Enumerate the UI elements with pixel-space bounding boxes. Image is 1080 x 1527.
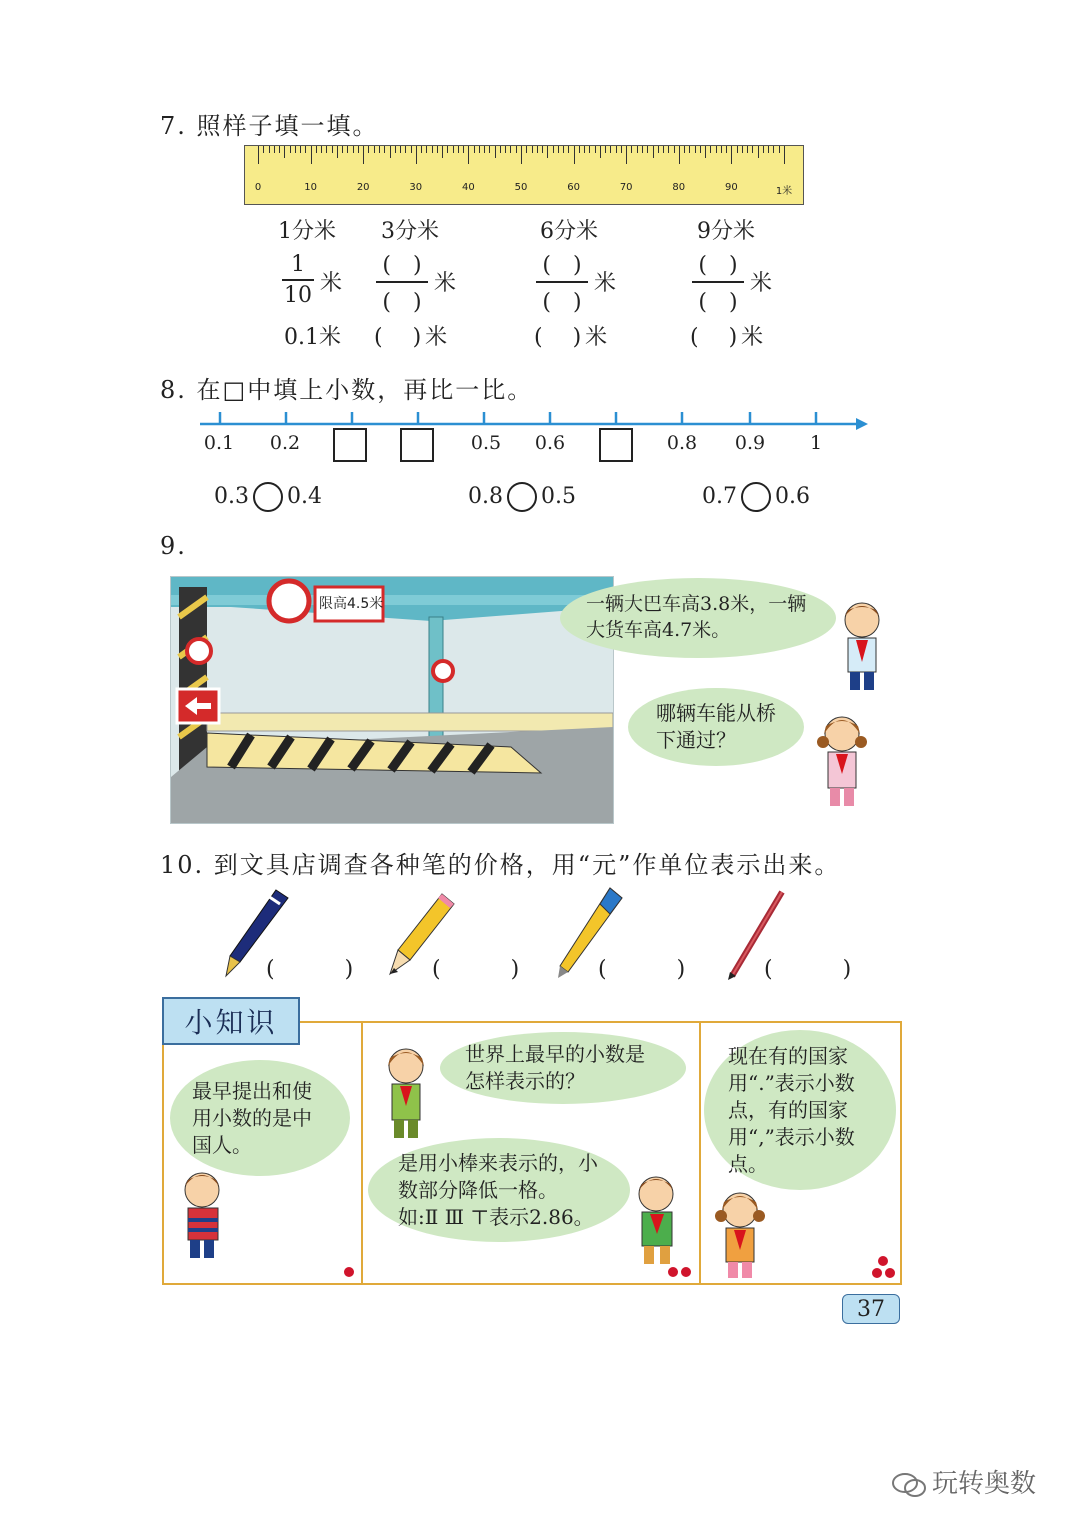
ruler-tick — [747, 146, 748, 153]
price-blank-fountain-pen[interactable]: ( ) — [266, 957, 378, 982]
fraction-blank-2[interactable]: ( ) ( ) — [536, 248, 588, 316]
q7-title: 7. 照样子填一填。 — [160, 112, 379, 140]
fraction-blank-3-unit: 米 — [750, 271, 773, 296]
ruler-tick — [758, 146, 759, 158]
ruler-tick — [700, 146, 701, 153]
ruler-tick — [295, 146, 296, 153]
boy-panel2-character — [622, 1172, 688, 1266]
ruler-tick-label: 80 — [672, 182, 686, 193]
ruler-tick — [400, 146, 401, 153]
ruler-tick — [510, 146, 511, 153]
ruler-tick-label: 1米 — [775, 186, 793, 197]
bridge-illustration — [171, 577, 613, 823]
ruler-tick — [779, 146, 780, 153]
ruler — [244, 145, 804, 205]
ruler-tick — [621, 146, 622, 153]
fraction-blank-1-unit: 米 — [434, 271, 457, 296]
difficulty-dot-3b — [872, 1268, 882, 1278]
ruler-tick — [463, 146, 464, 153]
ruler-tick — [474, 146, 475, 153]
fraction-blank-3[interactable]: ( ) ( ) — [692, 248, 744, 316]
height-limit-sign: 限高4.5米 — [319, 596, 384, 612]
compare-circle-2[interactable] — [507, 482, 537, 512]
ruler-tick — [658, 146, 659, 153]
ruler-tick — [563, 146, 564, 153]
panel-divider-2 — [699, 1023, 701, 1283]
ruler-tick — [642, 146, 643, 153]
ruler-tick — [442, 146, 443, 158]
watermark: 玩转奥数 — [892, 1463, 1036, 1500]
ruler-tick — [705, 146, 706, 158]
ruler-tick — [553, 146, 554, 153]
ruler-tick-label: 60 — [567, 182, 580, 193]
panel-divider-1 — [361, 1023, 363, 1283]
difficulty-dot-2a — [668, 1267, 678, 1277]
ruler-tick — [447, 146, 448, 153]
ruler-tick — [432, 146, 433, 153]
page-number: 37 — [842, 1294, 900, 1324]
ruler-tick — [768, 146, 769, 153]
ruler-tick — [679, 146, 680, 164]
ruler-tick — [500, 146, 501, 153]
ruler-tick-label: 10 — [304, 182, 317, 193]
nl-label-0.1: 0.1 — [203, 432, 235, 454]
price-blank-pencil[interactable]: ( ) — [432, 957, 544, 982]
ruler-tick — [321, 146, 322, 153]
ruler-tick — [626, 146, 627, 164]
difficulty-dot-3a — [878, 1256, 888, 1266]
fraction-blank-1[interactable]: ( ) ( ) — [376, 248, 428, 316]
wechat-icon — [892, 1472, 926, 1498]
ruler-tick — [421, 146, 422, 153]
ruler-tick — [784, 146, 785, 164]
panel3-bubble: 现在有的国家用“.”表示小数点，有的国家用“,”表示小数点。 — [704, 1030, 896, 1190]
q9-title: 9. — [160, 532, 187, 560]
ruler-tick — [721, 146, 722, 153]
ruler-tick — [279, 146, 280, 153]
example-decimal: 0.1米 — [284, 325, 341, 350]
ruler-tick — [584, 146, 585, 153]
speech-bubble-boy: 一辆大巴车高3.8米，一辆大货车高4.7米。 — [560, 578, 836, 658]
ruler-tick — [379, 146, 380, 153]
girl-panel2-character — [372, 1044, 442, 1140]
ruler-tick — [631, 146, 632, 153]
ruler-tick — [616, 146, 617, 153]
compare-circle-3[interactable] — [741, 482, 771, 512]
ruler-tick-label: 50 — [514, 182, 528, 193]
compare-circle-1[interactable] — [253, 482, 283, 512]
q7-row1-4: 9分米 — [697, 219, 755, 244]
ruler-tick — [358, 146, 359, 153]
ruler-tick — [426, 146, 427, 153]
ruler-tick — [505, 146, 506, 153]
q7-row1-1: 1分米 — [278, 219, 336, 244]
compare-2: 0.8 0.5 — [468, 482, 576, 512]
ruler-tick — [300, 146, 301, 153]
ruler-tick-label: 0 — [254, 182, 262, 193]
ruler-tick — [395, 146, 396, 153]
ruler-tick — [290, 146, 291, 153]
ruler-tick — [416, 146, 417, 164]
ruler-tick — [710, 146, 711, 153]
difficulty-dot-2b — [681, 1267, 691, 1277]
ruler-tick — [684, 146, 685, 153]
panel1-bubble: 最早提出和使用小数的是中国人。 — [170, 1060, 350, 1176]
ruler-tick — [269, 146, 270, 153]
knowledge-title: 小知识 — [162, 997, 300, 1045]
bridge-scene — [170, 576, 614, 824]
nl-label-0.8: 0.8 — [666, 432, 698, 454]
ruler-tick — [521, 146, 522, 164]
ruler-tick — [363, 146, 364, 164]
ruler-tick — [337, 146, 338, 158]
panel2-answer-bubble: 是用小棒来表示的，小数部分降低一格。 如:Ⅱ Ⅲ ⊤表示2.86。 — [368, 1138, 630, 1242]
ruler-tick-label: 90 — [725, 182, 738, 193]
q8-title: 8. 在□中填上小数，再比一比。 — [160, 376, 534, 404]
answer-box-3[interactable] — [599, 428, 633, 462]
ruler-tick-label: 30 — [409, 182, 423, 193]
ruler-tick — [526, 146, 527, 153]
ruler-tick — [542, 146, 543, 153]
ruler-tick — [332, 146, 333, 153]
ruler-tick-label: 70 — [619, 182, 633, 193]
ruler-tick — [579, 146, 580, 153]
nl-label-0.2: 0.2 — [269, 432, 301, 454]
ruler-tick — [674, 146, 675, 153]
ruler-tick — [595, 146, 596, 153]
decimal-blank-3[interactable]: ( )米 — [690, 325, 768, 350]
ruler-tick — [437, 146, 438, 153]
ruler-tick — [731, 146, 732, 164]
q7-row1-2: 3分米 — [381, 219, 439, 244]
ruler-tick — [390, 146, 391, 158]
fraction-blank-2-unit: 米 — [594, 271, 617, 296]
ruler-tick — [537, 146, 538, 153]
ruler-tick — [405, 146, 406, 153]
ruler-tick — [374, 146, 375, 153]
ruler-tick — [752, 146, 753, 153]
ruler-tick — [742, 146, 743, 153]
decimal-blank-1[interactable]: ( )米 — [374, 325, 452, 350]
ruler-tick — [647, 146, 648, 153]
example-fraction: 1 10 — [284, 252, 312, 308]
example-fraction-unit: 米 — [320, 271, 343, 296]
decimal-blank-2[interactable]: ( )米 — [534, 325, 612, 350]
ruler-tick — [495, 146, 496, 158]
ruler-tick — [479, 146, 480, 153]
boy-panel1-character — [172, 1168, 236, 1260]
ruler-tick — [737, 146, 738, 153]
ruler-tick — [311, 146, 312, 164]
ruler-tick — [637, 146, 638, 153]
ruler-tick — [263, 146, 264, 153]
ruler-tick — [368, 146, 369, 153]
panel2-question-bubble: 世界上最早的小数是怎样表示的？ — [440, 1032, 686, 1104]
ruler-tick — [668, 146, 669, 153]
ruler-tick — [489, 146, 490, 153]
girl-panel3-character — [706, 1188, 776, 1282]
ruler-tick — [274, 146, 275, 153]
ruler-tick — [384, 146, 385, 153]
ruler-tick — [600, 146, 601, 158]
ruler-tick — [342, 146, 343, 153]
ruler-tick-label: 40 — [462, 182, 475, 193]
difficulty-dot-1 — [344, 1267, 354, 1277]
ruler-tick — [773, 146, 774, 153]
answer-box-1[interactable] — [333, 428, 367, 462]
compare-1: 0.3 0.4 — [214, 482, 322, 512]
ruler-tick — [347, 146, 348, 153]
ruler-tick — [763, 146, 764, 153]
ruler-tick — [284, 146, 285, 158]
ruler-tick — [516, 146, 517, 153]
ruler-tick — [716, 146, 717, 153]
ruler-tick — [568, 146, 569, 153]
ruler-tick — [695, 146, 696, 153]
ruler-tick — [558, 146, 559, 153]
nl-label-0.6: 0.6 — [534, 432, 566, 454]
q7-row1-3: 6分米 — [540, 219, 598, 244]
ruler-tick — [689, 146, 690, 153]
difficulty-dot-3c — [885, 1268, 895, 1278]
compare-3: 0.7 0.6 — [702, 482, 810, 512]
price-blank-brush-pen[interactable]: ( ) — [764, 957, 876, 982]
ruler-tick — [653, 146, 654, 158]
ruler-tick — [726, 146, 727, 153]
answer-box-2[interactable] — [400, 428, 434, 462]
boy-character — [830, 600, 894, 692]
ruler-tick — [574, 146, 575, 164]
ruler-tick-label: 20 — [356, 182, 370, 193]
ruler-tick — [610, 146, 611, 153]
ruler-tick — [484, 146, 485, 153]
ruler-tick — [258, 146, 259, 164]
ruler-tick — [305, 146, 306, 153]
ruler-tick — [316, 146, 317, 153]
nl-label-0.5: 0.5 — [470, 432, 502, 454]
ruler-tick — [453, 146, 454, 153]
ruler-tick — [547, 146, 548, 158]
ruler-tick — [468, 146, 469, 164]
ruler-tick — [532, 146, 533, 153]
ruler-tick — [411, 146, 412, 153]
q10-title: 10. 到文具店调查各种笔的价格，用“元”作单位表示出来。 — [160, 851, 841, 879]
speech-bubble-girl: 哪辆车能从桥下通过？ — [628, 688, 804, 766]
ruler-tick — [326, 146, 327, 153]
girl-character — [808, 712, 876, 808]
ruler-tick — [663, 146, 664, 153]
price-blank-ballpoint-pen[interactable]: ( ) — [598, 957, 710, 982]
nl-label-1: 1 — [809, 432, 823, 454]
nl-label-0.9: 0.9 — [734, 432, 766, 454]
ruler-tick — [589, 146, 590, 153]
ruler-tick — [458, 146, 459, 153]
ruler-tick — [353, 146, 354, 153]
ruler-tick — [605, 146, 606, 153]
